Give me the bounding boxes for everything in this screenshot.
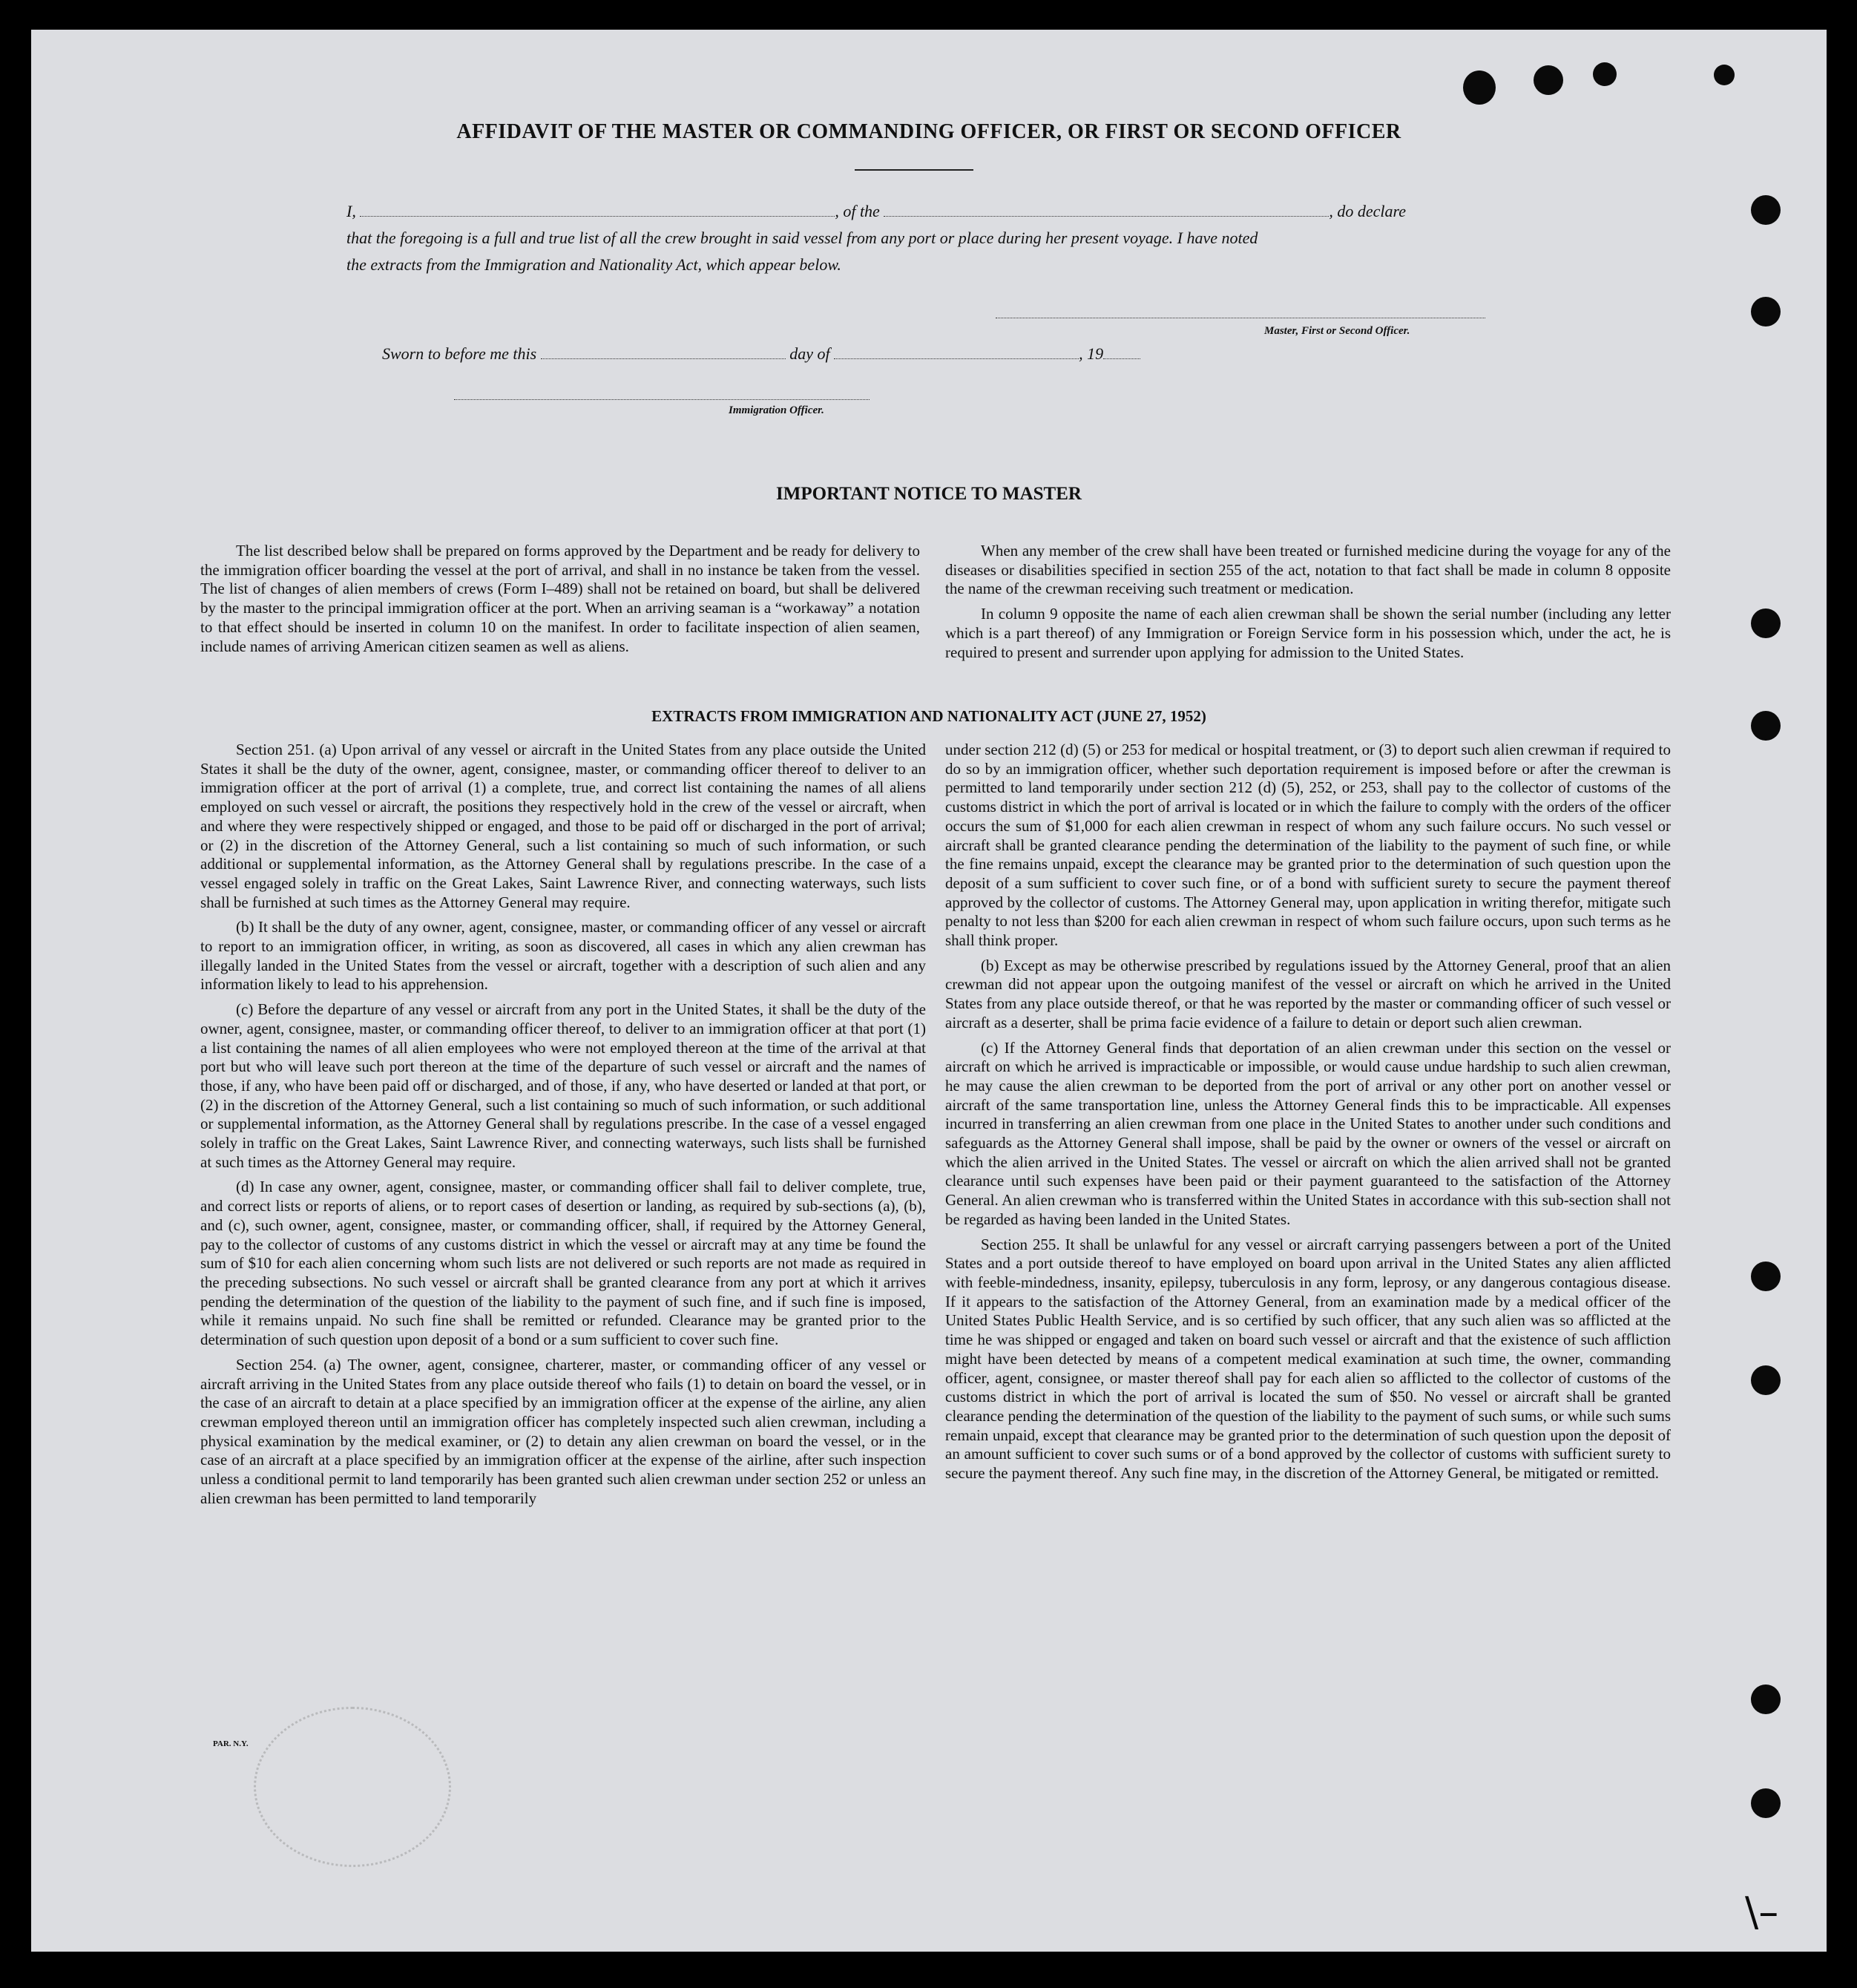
extracts-title: EXTRACTS FROM IMMIGRATION AND NATIONALITY ACT (JUNE 27, 1952) [651,707,1206,725]
name-field[interactable] [360,203,835,217]
notice-right-column [945,542,1671,668]
section-251-d: (d) In case any owner, agent, consignee, master, or commanding officer shall fail to deliver complete, true, and correct lists or reports of aliens, or to report cases of desertion or landing, as required by sub-sections (a), (b), and (c), such owner, agent, consignee, master, or commanding officer, shall, if required by the Attorney General, pay to the collector of customs of any customs district in which the vessel or aircraft may at any time be found the sum of $10 for each alien concerning whom such lists are not delivered or such reports are not made as required in the preceding subsections. No such vessel or aircraft shall be granted clearance from any port at which it arrives pending the determination of the question of the liability to the payment of such fine, and if such fine is imposed, while it remains unpaid. No such fine shall be remitted or refunded. Clearance may be granted prior to the determination of such question upon deposit of a bond or a sum sufficient to cover such fine. [200,1178,926,1349]
declaration-line-3: the extracts from the Immigration and Nationality Act, which appear below. [346,255,841,274]
punch-hole [1534,65,1563,95]
master-signature-caption: Master, First or Second Officer. [1264,325,1410,337]
title-divider [855,169,973,171]
section-254-c: (c) If the Attorney General finds that deportation of an alien crewman under this section on the vessel or aircraft on which he arrived is impracticable or impossible, or would cause undue hardship to such alien crewman, he may cause the alien crewman to be deported from the port of arrival or any other port on another vessel or aircraft of the same transportation line, unless the Attorney General finds this to be impracticable. All expenses incurred in transferring an alien crewman from one place in the United States to another under such conditions and safeguards as the Attorney General shall impose, shall be paid by the owner or owners of the vessel or aircraft on which the alien arrived in the United States. The vessel or aircraft on which the alien arrived shall not be granted clearance until such expenses have been paid or their payment guaranteed to the satisfaction of the Attorney General. An alien crewman who is transferred within the United States in accordance with this sub-section shall not be regarded as having been landed in the United States. [945,1038,1671,1228]
punch-hole [1463,70,1496,105]
punch-hole [1751,297,1781,327]
sworn-day-field[interactable] [541,345,786,359]
declaration-line-2: that the foregoing is a full and true list of all the crew brought in said vessel from any port or place during her present voyage. I have noted [346,229,1258,247]
extracts-left-column [200,741,926,1514]
sworn-label: Sworn to before me this [382,344,537,363]
section-255: Section 255. It shall be unlawful for any vessel or aircraft carrying passengers between a port of the United States and a port outside thereof to have employed on board upon arrival in the United States any alien afflicted with feeble-mindedness, insanity, epilepsy, tuberculosis in any form, leprosy, or any dangerous contagious disease. If it appears to the satisfaction of the Attorney General, from an examination made by a medical officer of the United States Public Health Service, and is so certified by such officer, that any such alien was so afflicted at the time he was shipped or engaged and taken on board such vessel or aircraft and that the existence of such affliction might have been detected by means of a competent medical examination at such time, the owner, commanding officer, agent, consignee, or master thereof shall pay for each alien so afflicted to the collector of customs of the customs district in which the port of arrival is located the sum of $50. No vessel or aircraft shall be granted clearance pending the determination of the question of the liability to the payment of such sums, or while such sums remain unpaid, except that clearance may be granted prior to the determination of such question upon the deposit of an amount sufficient to cover such sums or of a bond approved by the collector of customs with sufficient surety to secure the payment thereof. Any such fine may, in the discretion of the Attorney General, be mitigated or remitted. [945,1235,1671,1483]
punch-hole [1751,1788,1781,1818]
section-251-c: (c) Before the departure of any vessel or aircraft from any port in the United States, it shall be the duty of the owner, agent, consignee, master, or commanding officer thereof, to deliver to an immigration officer at that port (1) a list containing the names of all alien employees who were not employed thereon at the time of the arrival at that port but who will leave such port thereon at the time of the departure of such vessel or aircraft and the names of those, if any, who have been paid off or discharged, and of those, if any, who have deserted or landed at that port, or (2) in the discretion of the Attorney General, such a list containing so much of such information, or such additional or supplemental information, as the Attorney General shall by regulations prescribe. In the case of a vessel engaged solely in traffic on the Great Lakes, Saint Lawrence River, and connecting waterways, such lists shall be furnished at such times as the Attorney General may require. [200,1000,926,1171]
punch-hole [1751,195,1781,225]
extracts-right-column [945,741,1671,1489]
vessel-field[interactable] [884,203,1329,217]
section-254-a-continued: under section 212 (d) (5) or 253 for medical or hospital treatment, or (3) to deport such alien crewman if required to do so by an immigration officer, whether such deportation requirement is imposed before or after the crewman is permitted to land temporarily under section 212 (d) (5), 252, or 253, shall pay to the collector of customs of the customs district in which the port of arrival is located or in which the failure to comply with the orders of the officer occurs the sum of $1,000 for each alien crewman in respect of whom any such failure occurs. No such vessel or aircraft shall be granted clearance pending the determination of the liability to the payment of such fine, or while the fine remains unpaid, except the clearance may be granted prior to the determination of such question upon the deposit of a sum sufficient to cover such fine, or of a bond with sufficient surety to secure the payment thereof approved by the collector of customs. The Attorney General may, upon application in writing therefor, mitigate such penalty to not less than $200 for each alien crewman in respect of whom such failure occurs, upon such terms as he shall think proper. [945,741,1671,950]
officer-signature-line[interactable] [454,399,870,400]
punch-hole [1593,62,1617,86]
notice-right-paragraph-2: In column 9 opposite the name of each alien crewman shall be shown the serial number (including any letter which is a part thereof) of any Immigration or Foreign Service form in his possession which, under the act, he is required to present and surrender upon applying for admission to the United States. [945,605,1671,661]
document-page [31,30,1827,1952]
punch-hole [1751,608,1781,638]
faded-stamp [254,1707,451,1867]
sworn-year-field[interactable] [1103,345,1140,359]
notice-left-paragraph: The list described below shall be prepared on forms approved by the Department and be ready for delivery to the immigration officer boarding the vessel at the port of arrival, and shall in no instance be taken from the vessel. The list of changes of alien members of crews (Form I–489) shall not be retained on board, but shall be delivered by the master to the principal immigration officer at the port. When an arriving seaman is a “workaway” a notation to that effect should be inserted in column 10 on the manifest. In order to facilitate inspection of alien seamen, include names of arriving American citizen seamen as well as aliens. [200,542,920,655]
handwritten-mark: \– [1745,1889,1779,1935]
punch-hole [1751,1684,1781,1714]
notice-right-paragraph-1: When any member of the crew shall have been treated or furnished medicine during the voyage for any of the diseases or disabilities specified in section 255 of the act, notation to that fact shall be made in column 8 opposite the name of the crewman receiving such treatment or medication. [945,542,1671,598]
section-251-b: (b) It shall be the duty of any owner, agent, consignee, master, or commanding officer of any vessel or aircraft to report to an immigration officer, in writing, as soon as discovered, all cases in which any alien crewman has illegally landed in the United States from the vessel or aircraft, together with a description of such alien and any information likely to lead to his apprehension. [200,918,926,994]
day-of-label: day of [789,344,830,363]
section-254-b: (b) Except as may be otherwise prescribed by regulations issued by the Attorney General, proof that an alien crewman did not appear upon the outgoing manifest of the vessel or aircraft on which he arrived in the United States from any place outside thereof, or that he was reported by the master or commanding officer of such vessel or aircraft as a deserter, shall be prima facie evidence of a failure to detain or deport such alien crewman. [945,956,1671,1031]
punch-hole [1751,1262,1781,1291]
sworn-line [382,344,1272,364]
section-251-a: Section 251. (a) Upon arrival of any vessel or aircraft in the United States from any place outside the United States it shall be the duty of the owner, agent, consignee, master, or commanding officer thereof to deliver to an immigration officer at the port of arrival (1) a complete, true, and correct list containing the names of all aliens employed on such vessel or aircraft, the positions they respectively hold in the crew of the vessel or aircraft, when and where they were respectively shipped or engaged, and those to be paid off or discharged in the port of arrival; or (2) in the discretion of the Attorney General, such a list containing so much of such information, or such additional or supplemental information, as the Attorney General shall by regulations prescribe. In the case of a vessel engaged solely in traffic on the Great Lakes, Saint Lawrence River, and connecting waterways, such lists shall be furnished at such times as the Attorney General may require. [200,741,926,911]
section-254-a: Section 254. (a) The owner, agent, consignee, charterer, master, or commanding officer of any vessel or aircraft arriving in the United States from any place outside thereof who fails (1) to detain on board the vessel, or in the case of an aircraft to detain at a place specified by an immigration officer at the expense of the airline, any alien crewman employed thereon until an immigration officer has completely inspected such alien crewman, including a physical examination by the medical examiner, or (2) to detain any alien crewman on board the vessel, or in the case of an aircraft at a place specified by an immigration officer at the expense of the airline, after such inspection unless a conditional permit to land temporarily has been granted such alien crewman under section 252 or unless an alien crewman has been permitted to land temporarily [200,1355,926,1507]
printer-note: PAR. N.Y. [213,1739,249,1748]
sworn-month-field[interactable] [834,345,1079,359]
year-label: , 19 [1079,344,1104,363]
i-label: I, [346,202,356,220]
officer-signature-caption: Immigration Officer. [729,404,824,416]
do-declare-label: , do declare [1329,202,1406,220]
notice-title: IMPORTANT NOTICE TO MASTER [776,484,1082,504]
affidavit-title: AFFIDAVIT OF THE MASTER OR COMMANDING OFFICER, OR FIRST OR SECOND OFFICER [456,120,1401,143]
of-the-label: , of the [835,202,880,220]
notice-left-column [200,542,920,662]
declaration-line-1 [346,202,1556,221]
punch-hole [1714,65,1735,85]
punch-hole [1751,1365,1781,1395]
